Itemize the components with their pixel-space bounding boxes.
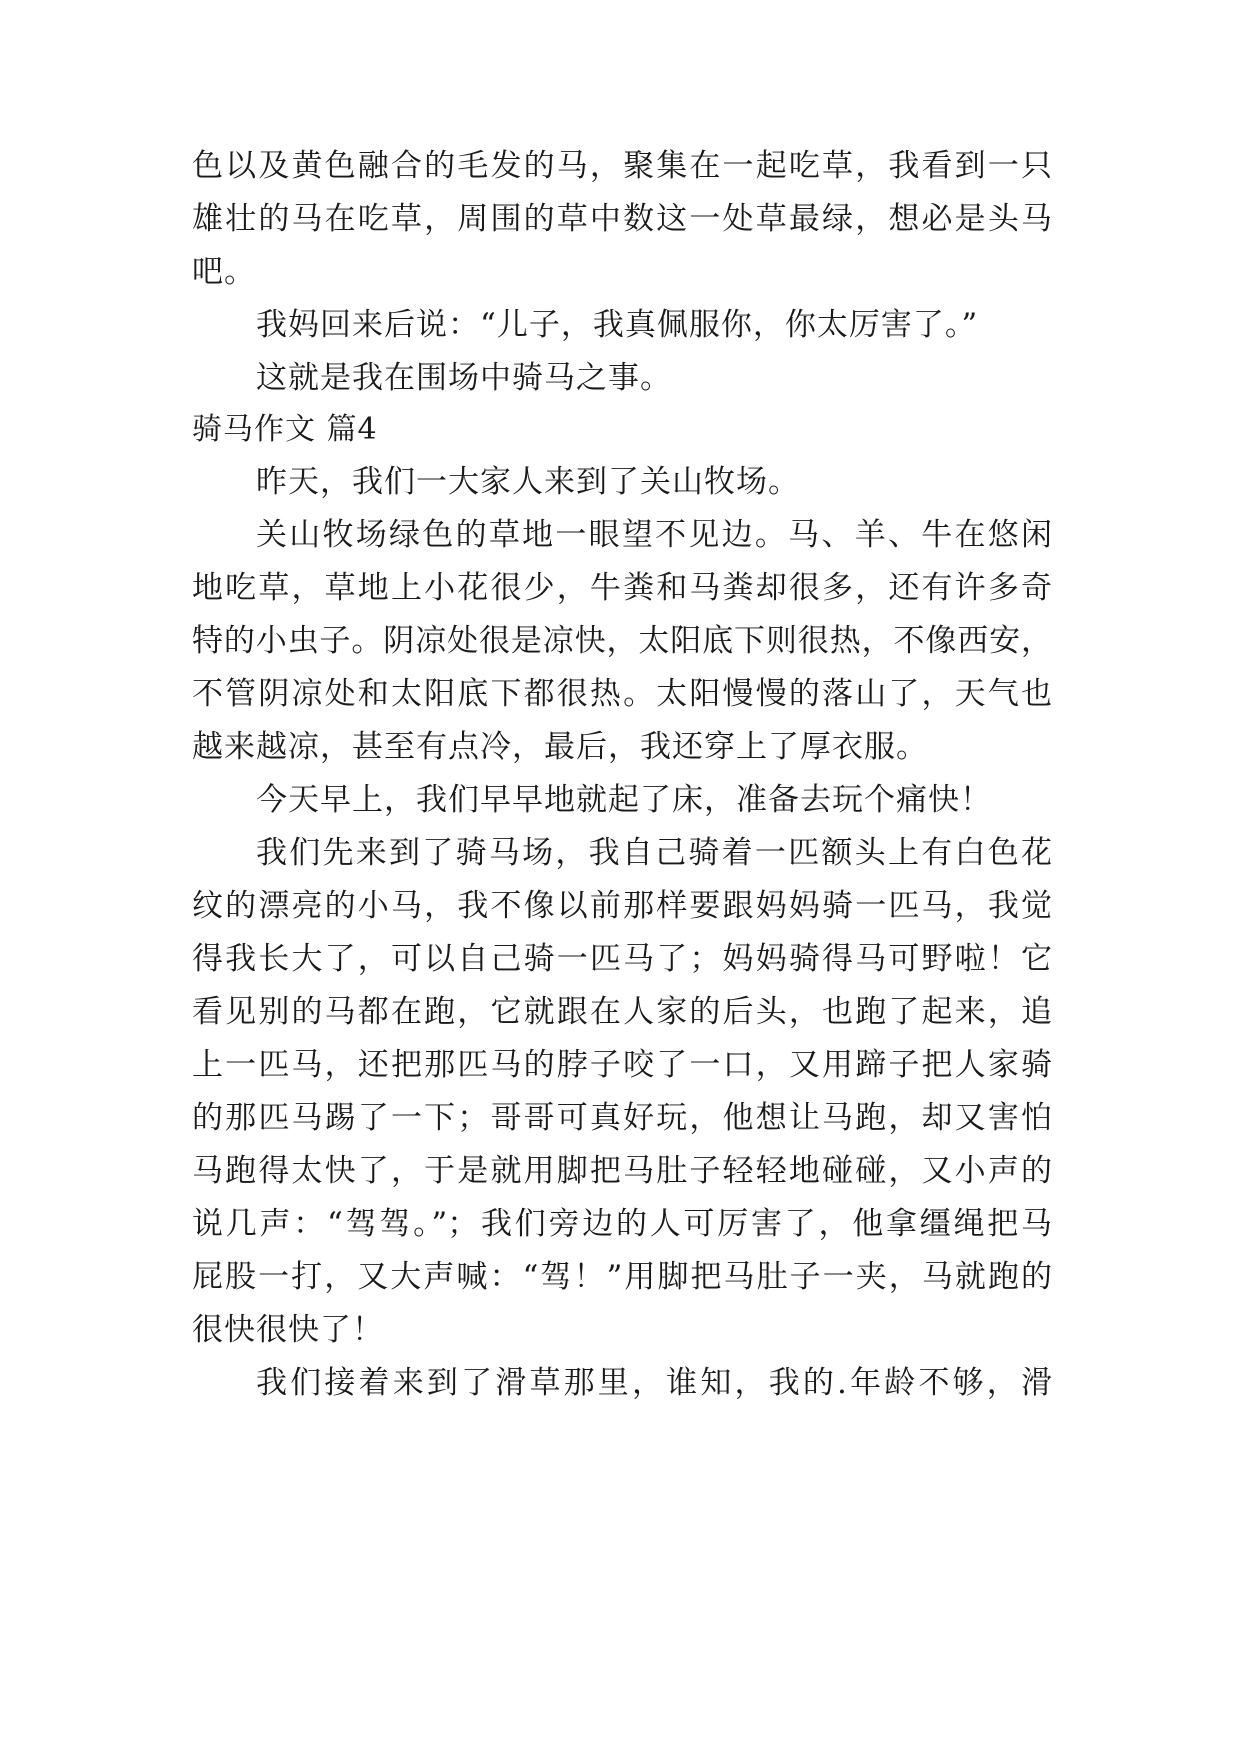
text-line: 我们先来到了骑马场，我自己骑着一匹额头上有白色花	[256, 835, 1052, 871]
text-line: 看见别的马都在跑，它就跟在人家的后头，也跑了起来，追	[192, 994, 1052, 1030]
text-line: 很快很快了！	[192, 1312, 384, 1348]
text-line: 屁股一打，又大声喊：“驾！”用脚把马肚子一夹，马就跑的	[192, 1259, 1052, 1295]
text-line: 我妈回来后说：“儿子，我真佩服你，你太厉害了。”	[256, 307, 979, 343]
text-line: 纹的漂亮的小马，我不像以前那样要跟妈妈骑一匹马，我觉	[192, 888, 1052, 924]
text-line: 马跑得太快了，于是就用脚把马肚子轻轻地碰碰，又小声的	[192, 1153, 1052, 1189]
text-line: 说几声：“驾驾。”；我们旁边的人可厉害了，他拿缰绳把马	[192, 1206, 1052, 1242]
text-line: 上一匹马，还把那匹马的脖子咬了一口，又用蹄子把人家骑	[192, 1047, 1052, 1083]
text-line: 今天早上，我们早早地就起了床，准备去玩个痛快！	[256, 782, 992, 818]
text-line: 关山牧场绿色的草地一眼望不见边。马、羊、牛在悠闲	[256, 517, 1052, 553]
text-line: 我们接着来到了滑草那里，谁知，我的.年龄不够，滑	[256, 1365, 1052, 1401]
text-line: 的那匹马踢了一下；哥哥可真好玩，他想让马跑，却又害怕	[192, 1100, 1052, 1136]
text-line: 这就是我在围场中骑马之事。	[256, 360, 672, 396]
text-line: 昨天，我们一大家人来到了关山牧场。	[256, 464, 800, 500]
text-line: 吧。	[192, 254, 256, 290]
text-line: 色以及黄色融合的毛发的马，聚集在一起吃草，我看到一只	[192, 148, 1052, 184]
text-line: 得我长大了，可以自己骑一匹马了；妈妈骑得马可野啦！它	[192, 941, 1052, 977]
section-heading: 骑马作文 篇4	[192, 412, 378, 447]
text-line: 越来越凉，甚至有点冷，最后，我还穿上了厚衣服。	[192, 729, 928, 765]
text-line: 特的小虫子。阴凉处很是凉快，太阳底下则很热，不像西安，	[192, 623, 1052, 659]
text-line: 地吃草，草地上小花很少，牛粪和马粪却很多，还有许多奇	[192, 570, 1052, 606]
text-line: 雄壮的马在吃草，周围的草中数这一处草最绿，想必是头马	[192, 201, 1052, 237]
text-line: 不管阴凉处和太阳底下都很热。太阳慢慢的落山了，天气也	[192, 676, 1052, 712]
